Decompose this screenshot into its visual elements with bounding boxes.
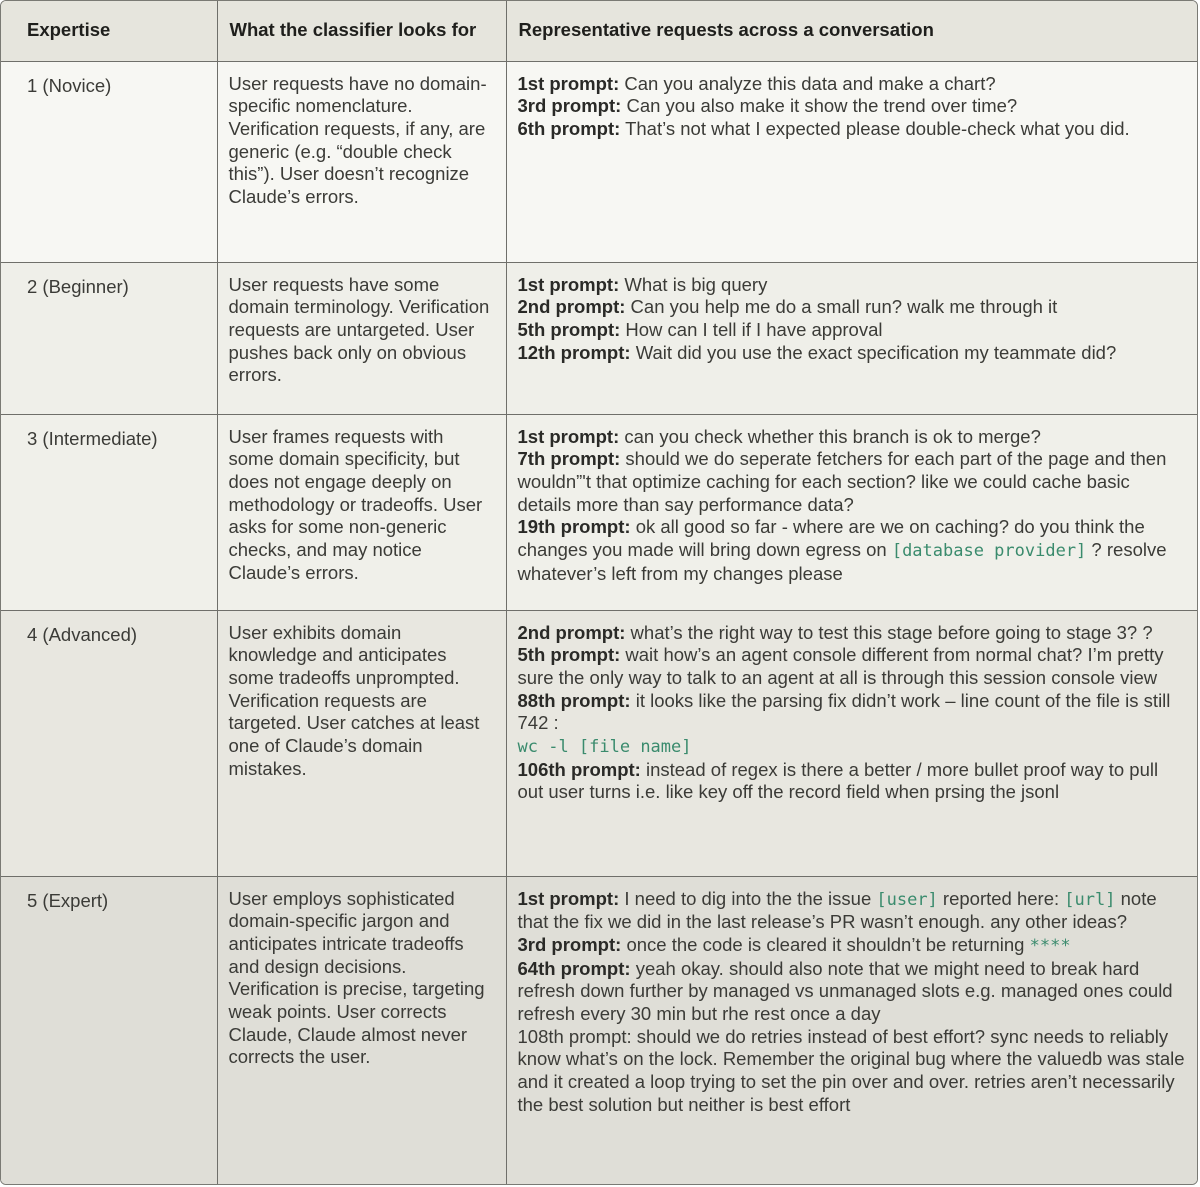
prompt-label: 5th prompt: [517, 644, 621, 666]
header-expertise: Expertise [1, 1, 217, 61]
expertise-level: 1 (Novice) [1, 61, 217, 262]
code-snippet: wc -l [file name] [517, 737, 692, 758]
table-row [1, 61, 1197, 262]
classifier-description: User exhibits domain knowledge and anticipates some tradeoffs unprompted. Verification requests are targeted. User catches at least one of Claude’s domain mistakes. [217, 610, 506, 876]
prompt-label: 1st prompt: [517, 72, 620, 94]
prompt-label: 3rd prompt: [517, 933, 622, 955]
prompts-cell [506, 414, 1197, 610]
code-snippet: [url] [1064, 889, 1116, 910]
prompt-line [518, 735, 1186, 759]
prompt-line [518, 342, 1186, 365]
prompt-text: it looks like the parsing fix didn’t work – line count of the file is still 742 : [517, 689, 1171, 734]
prompt-text: what’s the right way to test this stage before going to stage 3? ? [625, 621, 1153, 643]
prompt-line [518, 118, 1186, 141]
table-row [1, 262, 1197, 414]
prompts-cell [506, 262, 1197, 414]
prompt-label: 3rd prompt: [517, 95, 622, 117]
table-body [1, 61, 1197, 1185]
prompts-cell [506, 876, 1197, 1185]
prompt-text: reported here: [937, 887, 1065, 909]
prompt-line [518, 448, 1186, 516]
prompt-text: Can you also make it show the trend over time? [621, 95, 1018, 117]
prompt-text: 108th prompt: should we do retries instead of best effort? sync needs to reliably know what’s on the lock. Remember the original bug where the valuedb was stale and it created a loop trying to set the pin over and over. retries aren’t necessarily the best solution but neither is best effort [517, 1025, 1185, 1115]
prompt-line [518, 690, 1186, 735]
prompt-label: 19th prompt: [517, 516, 631, 538]
prompt-label: 7th prompt: [517, 448, 621, 470]
classifier-description: User requests have some domain terminology. Verification requests are untargeted. User pushes back only on obvious errors. [217, 262, 506, 414]
prompt-line [518, 958, 1186, 1026]
prompt-text: Wait did you use the exact specification my teammate did? [630, 341, 1117, 363]
prompt-line [518, 644, 1186, 689]
expertise-table [1, 1, 1197, 1185]
classifier-description: User requests have no domain-specific nomenclature. Verification requests, if any, are generic (e.g. “double check this”). User doesn’t recognize Claude’s errors. [217, 61, 506, 262]
prompt-text: can you check whether this branch is ok to merge? [619, 425, 1041, 447]
prompt-label: 6th prompt: [517, 117, 621, 139]
prompt-line [518, 934, 1186, 958]
prompt-label: 106th prompt: [517, 758, 641, 780]
prompt-text: ? resolve whatever’s left from my changes please [517, 539, 1167, 584]
prompt-text: Can you analyze this data and make a chart? [619, 72, 996, 94]
code-snippet: [database provider] [891, 541, 1087, 562]
prompt-text: wait how’s an agent console different from normal chat? I’m pretty sure the only way to talk to an agent at all is through this session console view [517, 644, 1164, 688]
prompt-text: I need to dig into the the issue [619, 887, 877, 909]
prompt-line [518, 296, 1186, 319]
prompt-text: yeah okay. should also note that we might need to break hard refresh down further by managed vs unmanaged slots e.g. managed ones could refresh every 30 min but rhe rest once a day [517, 957, 1173, 1025]
prompt-text: How can I tell if I have approval [620, 318, 883, 340]
prompt-text: once the code is cleared it shouldn’t be returning [621, 933, 1030, 955]
prompt-label: 12th prompt: [517, 341, 631, 363]
prompt-line [518, 95, 1186, 118]
prompt-text: instead of regex is there a better / more bullet proof way to pull out user turns i.e. like key off the record field when prsing the jsonl [517, 758, 1159, 803]
prompt-text: What is big query [619, 273, 768, 295]
table-row [1, 610, 1197, 876]
prompt-text: Can you help me do a small run? walk me through it [625, 296, 1058, 318]
prompts-cell [506, 610, 1197, 876]
header-requests: Representative requests across a conversation [506, 1, 1197, 61]
prompt-text: should we do seperate fetchers for each part of the page and then wouldn”'t that optimize caching for each section? like we could cache basic details more than say performance data? [517, 448, 1167, 515]
code-snippet: **** [1029, 935, 1071, 956]
header-classifier: What the classifier looks for [217, 1, 506, 61]
prompt-label: 1st prompt: [517, 425, 620, 447]
prompt-text: That’s not what I expected please double-check what you did. [620, 117, 1130, 139]
prompt-line [518, 73, 1186, 96]
code-snippet: [user] [876, 889, 938, 910]
expertise-level: 5 (Expert) [1, 876, 217, 1185]
prompt-line [518, 274, 1186, 297]
prompt-line [518, 622, 1186, 645]
prompt-line [518, 426, 1186, 449]
prompt-line [518, 516, 1186, 585]
prompt-label: 1st prompt: [517, 273, 620, 295]
prompts-cell [506, 61, 1197, 262]
table-row [1, 414, 1197, 610]
classifier-description: User employs sophisticated domain-specific jargon and anticipates intricate tradeoffs and design decisions. Verification is precise, targeting weak points. User corrects Claude, Claude almost never corrects the user. [217, 876, 506, 1185]
prompt-label: 2nd prompt: [517, 296, 626, 318]
prompt-line [518, 888, 1186, 934]
expertise-level: 2 (Beginner) [1, 262, 217, 414]
prompt-line [518, 1026, 1186, 1117]
table-row [1, 876, 1197, 1185]
prompt-line [518, 759, 1186, 804]
prompt-text: ok all good so far - where are we on caching? do you think the changes you made will bring down egress on [517, 516, 1145, 561]
expertise-level: 4 (Advanced) [1, 610, 217, 876]
prompt-text: note that the fix we did in the last release’s PR wasn’t enough. any other ideas? [517, 887, 1157, 933]
prompt-line [518, 319, 1186, 342]
prompt-label: 64th prompt: [517, 957, 631, 979]
prompt-label: 88th prompt: [517, 689, 631, 711]
classifier-description: User frames requests with some domain specificity, but does not engage deeply on methodology or tradeoffs. User asks for some non-generic checks, and may notice Claude’s errors. [217, 414, 506, 610]
prompt-label: 2nd prompt: [517, 621, 626, 643]
prompt-label: 5th prompt: [517, 318, 621, 340]
prompt-label: 1st prompt: [517, 887, 620, 909]
expertise-level: 3 (Intermediate) [1, 414, 217, 610]
header-row [1, 1, 1197, 61]
